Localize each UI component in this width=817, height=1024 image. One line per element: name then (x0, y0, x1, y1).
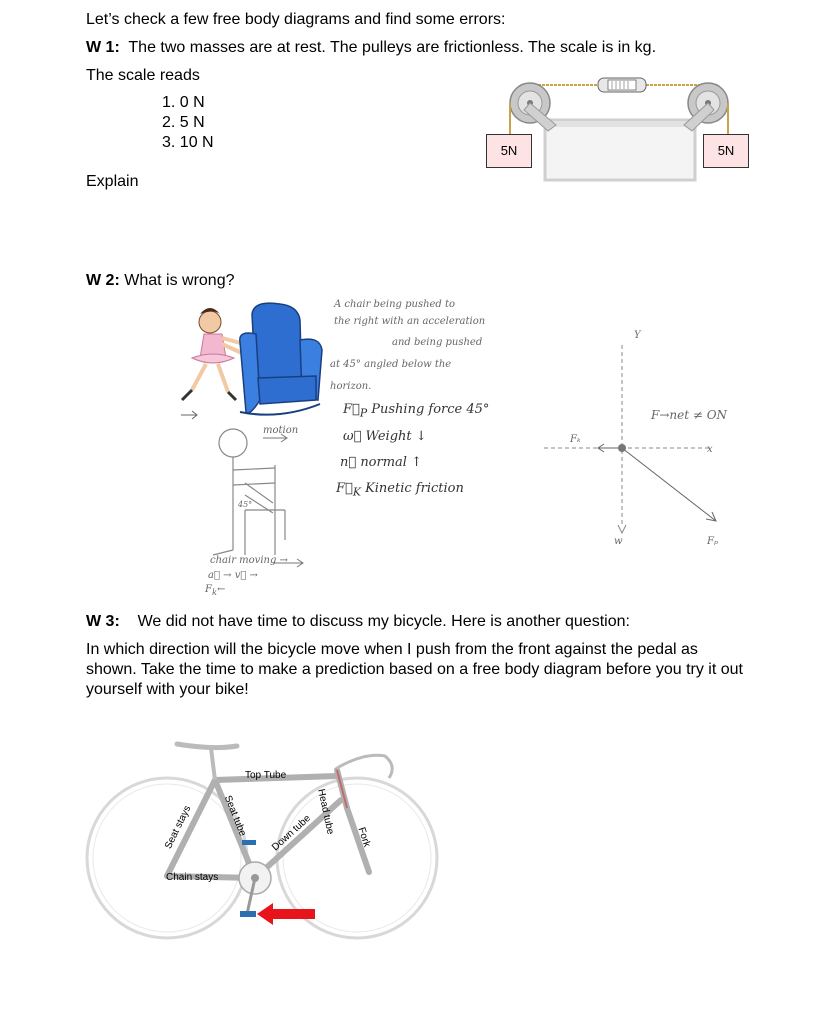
table-block (545, 120, 695, 180)
note-line-2: the right with an acceleration (334, 316, 486, 327)
bike-label-chain-stays: Chain stays (166, 872, 219, 883)
legend-fk: $F⃗_K$ Kinetic friction (336, 481, 464, 499)
legend-w-text: Weight ↓ (365, 429, 427, 444)
armchair-figure (240, 303, 322, 415)
mass-left-label: 5N (500, 143, 518, 158)
sketch-friction: $F_k\leftarrow$ (205, 584, 226, 597)
fbd-fk-label: Fₖ (570, 434, 581, 445)
bike-label-fork: Fork (355, 826, 373, 849)
pedal-upper (242, 840, 256, 845)
sketch-vectors: a⃗ → v⃗ → (208, 570, 258, 581)
pulley-right (684, 83, 728, 131)
bike-label-top-tube: Top Tube (245, 770, 287, 781)
fbd-fp-label: Fₚ (707, 536, 718, 547)
w1-option-2: 2. 5 N (162, 114, 205, 131)
mass-right (703, 134, 749, 168)
w3-label: W 3: (86, 613, 120, 630)
legend-fk-text: Kinetic friction (365, 481, 464, 496)
bike-label-head-tube: Head tube (315, 788, 336, 836)
sketch-angle-label: 45° (238, 500, 253, 509)
w3-text: We did not have time to discuss my bicycle. Here is another question: (137, 613, 630, 630)
legend-fp: $F⃗_P$ Pushing force 45° (343, 402, 490, 420)
sketch-motion-label: motion (263, 425, 299, 436)
legend-w: ω⃗ Weight ↓ (343, 429, 427, 444)
pulley-left (510, 83, 556, 131)
note-line-1: A chair being pushed to (334, 299, 456, 310)
mass-left (486, 134, 532, 168)
legend-n: n⃗ normal ↑ (340, 455, 422, 470)
bike-label-seat-tube: Seat tube (221, 794, 249, 838)
w3-paragraph: In which direction will the bicycle move when I push from the front against the pedal as shown. Take the time to make a prediction based on a free body diagram before you try it out yourself with your bike! (86, 641, 743, 698)
ballerina-figure (182, 308, 244, 400)
note-line-5: horizon. (330, 381, 372, 392)
w1-text: The two masses are at rest. The pulleys are frictionless. The scale is in kg. (128, 39, 657, 56)
spring-scale (598, 78, 646, 92)
fbd-w-label: w (614, 536, 623, 547)
fbd-fnet-label: F→net ≠ ON (651, 408, 728, 422)
intro-text: Let’s check a few free body diagrams and find some errors: (86, 11, 506, 28)
legend-fp-text: Pushing force 45° (371, 402, 490, 417)
w2-heading (86, 271, 235, 290)
fbd-x-label: x (707, 444, 713, 455)
w1-explain: Explain (86, 173, 139, 190)
bike-label-seat-stays: Seat stays (163, 804, 194, 851)
w1-option-3: 3. 10 N (162, 134, 214, 151)
w1-question: The scale reads (86, 67, 200, 84)
note-line-3: and being pushed (392, 337, 483, 348)
w1-label: W 1: (86, 39, 120, 56)
note-line-4: at 45° angled below the (330, 359, 452, 370)
legend-n-text: normal ↑ (360, 455, 422, 470)
w1-option-1: 1. 0 N (162, 94, 205, 111)
w3-heading (86, 612, 630, 631)
bike-label-down-tube: Down tube (270, 813, 313, 854)
w2-text: What is wrong? (124, 272, 235, 289)
w2-label: W 2: (86, 272, 120, 289)
pedal-lower (240, 911, 256, 917)
sketch-chair-moving: chair moving → (210, 555, 288, 566)
fbd-y-label: Y (634, 330, 641, 341)
mass-right-label: 5N (717, 143, 735, 158)
w1-heading (86, 38, 656, 57)
